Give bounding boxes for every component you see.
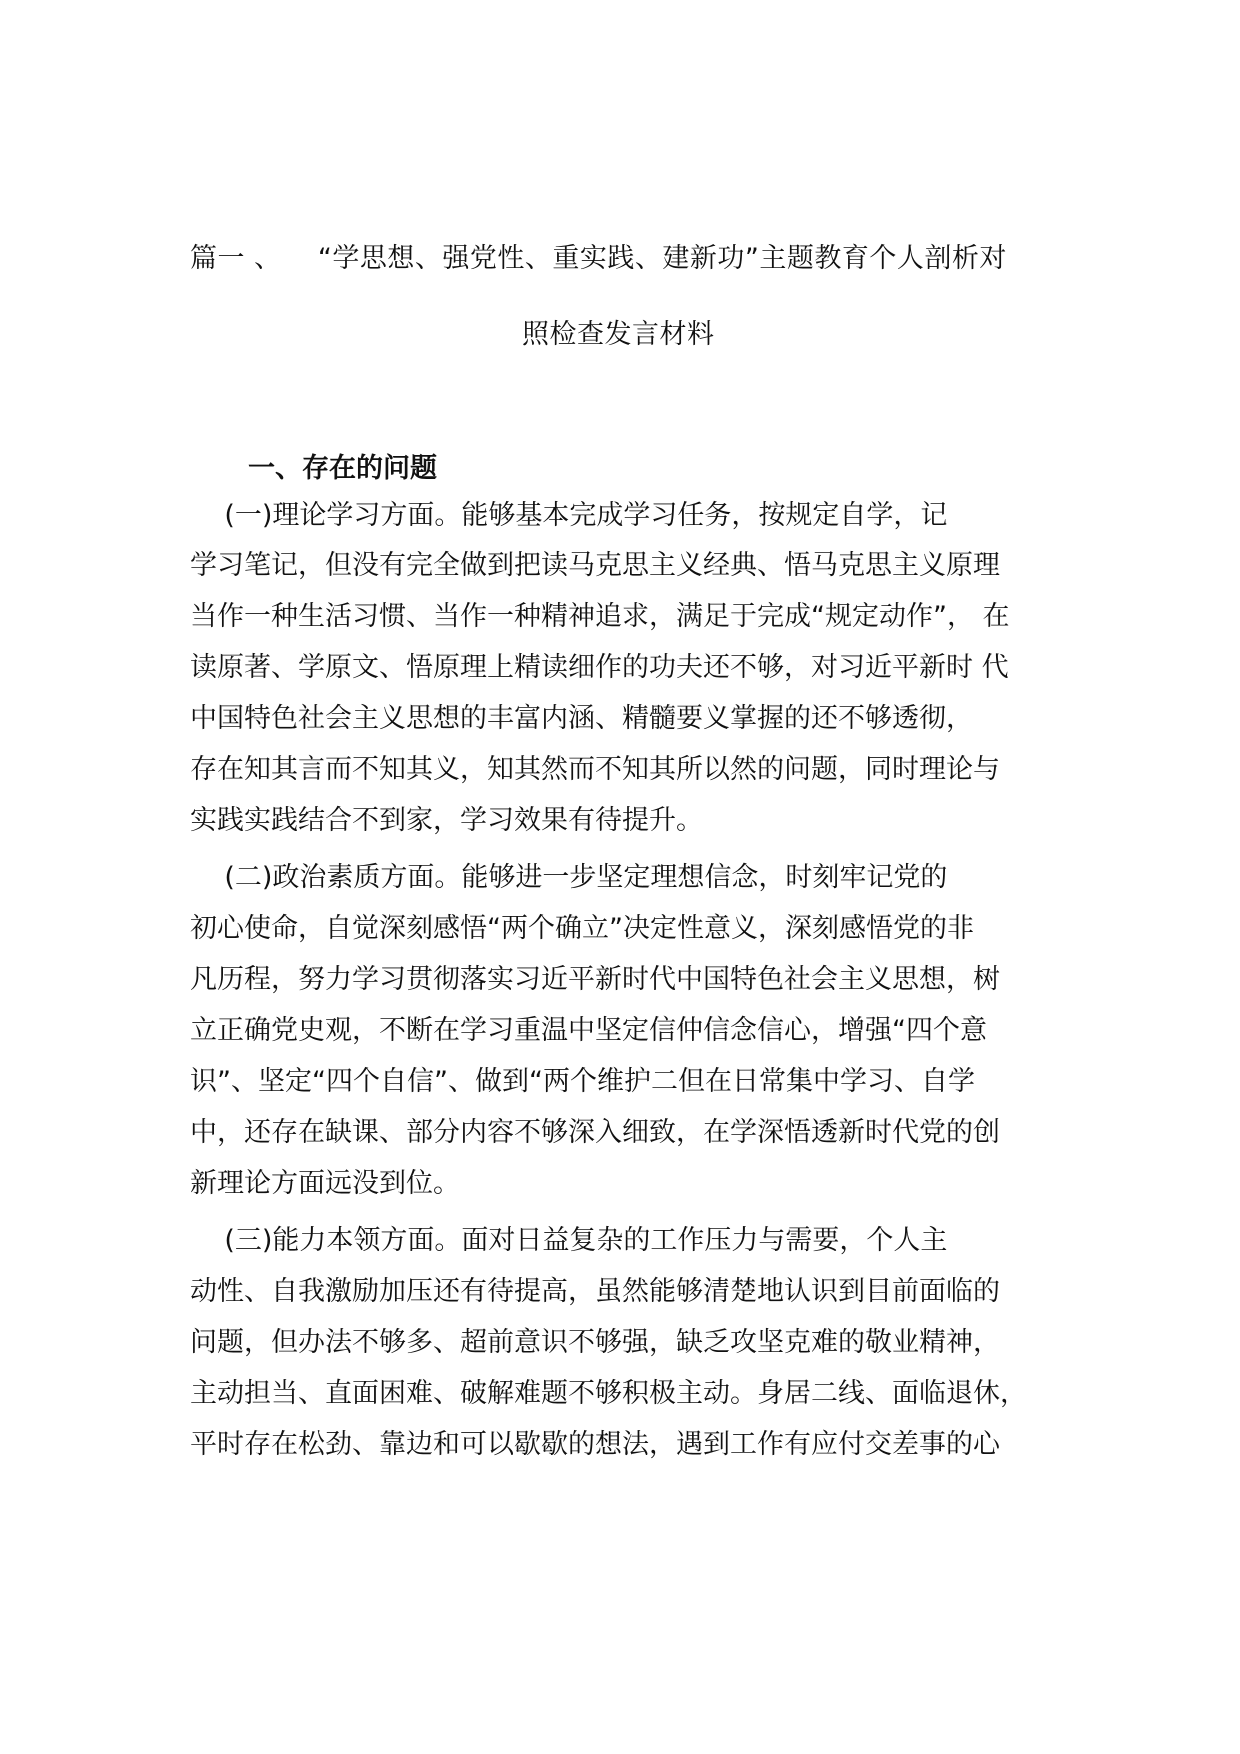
body-line: 实践实践结合不到家，学习效果有待提升。 — [190, 805, 703, 836]
body-line: 中，还存在缺课、部分内容不够深入细致，在学深悟透新时代党的创 — [190, 1117, 1000, 1148]
body-line: 动性、自我激励加压还有待提高，虽然能够清楚地认识到目前面临的 — [190, 1276, 1000, 1307]
body-line: (三)能力本领方面。面对日益复杂的工作压力与需要，个人主 — [190, 1225, 948, 1256]
body-line: 凡历程，努力学习贯彻落实习近平新时代中国特色社会主义思想，树 — [190, 964, 1000, 995]
body-line: 主动担当、直面困难、破解难题不够积极主动。身居二线、面临退休， — [190, 1378, 1027, 1409]
document-title-line-2: 照检查发言材料 — [522, 319, 715, 350]
body-line: 当作一种生活习惯、当作一种精神追求，满足于完成“规定动作”， 在 — [190, 601, 1010, 632]
body-line: 学习笔记，但没有完全做到把读马克思主义经典、悟马克思主义原理 — [190, 550, 1000, 581]
body-line: 问题，但办法不够多、超前意识不够强，缺乏攻坚克难的敬业精神， — [190, 1327, 1000, 1358]
body-line: 新理论方面远没到位。 — [190, 1168, 460, 1199]
body-line: 读原著、学原文、悟原理上精读细作的功夫还不够，对习近平新时 代 — [190, 652, 1009, 683]
document-title-line-1: 篇一 、 “学思想、强党性、重实践、建新功”主题教育个人剖析对 — [190, 243, 1007, 274]
body-line: 识”、坚定“四个自信”、做到“两个维护二但在日常集中学习、自学 — [190, 1066, 975, 1097]
section-heading: 一、存在的问题 — [248, 453, 437, 484]
body-line: 初心使命，自觉深刻感悟“两个确立”决定性意义，深刻感悟党的非 — [190, 913, 974, 944]
body-line: 中国特色社会主义思想的丰富内涵、精髓要义掌握的还不够透彻， — [190, 703, 973, 734]
body-line: (二)政治素质方面。能够进一步坚定理想信念，时刻牢记党的 — [190, 862, 948, 893]
body-line: (一)理论学习方面。能够基本完成学习任务，按规定自学，记 — [190, 500, 948, 531]
body-line: 存在知其言而不知其义，知其然而不知其所以然的问题，同时理论与 — [190, 754, 1000, 785]
body-line: 立正确党史观，不断在学习重温中坚定信仲信念信心，增强“四个意 — [190, 1015, 987, 1046]
body-line: 平时存在松劲、靠边和可以歇歇的想法，遇到工作有应付交差事的心 — [190, 1429, 1000, 1460]
